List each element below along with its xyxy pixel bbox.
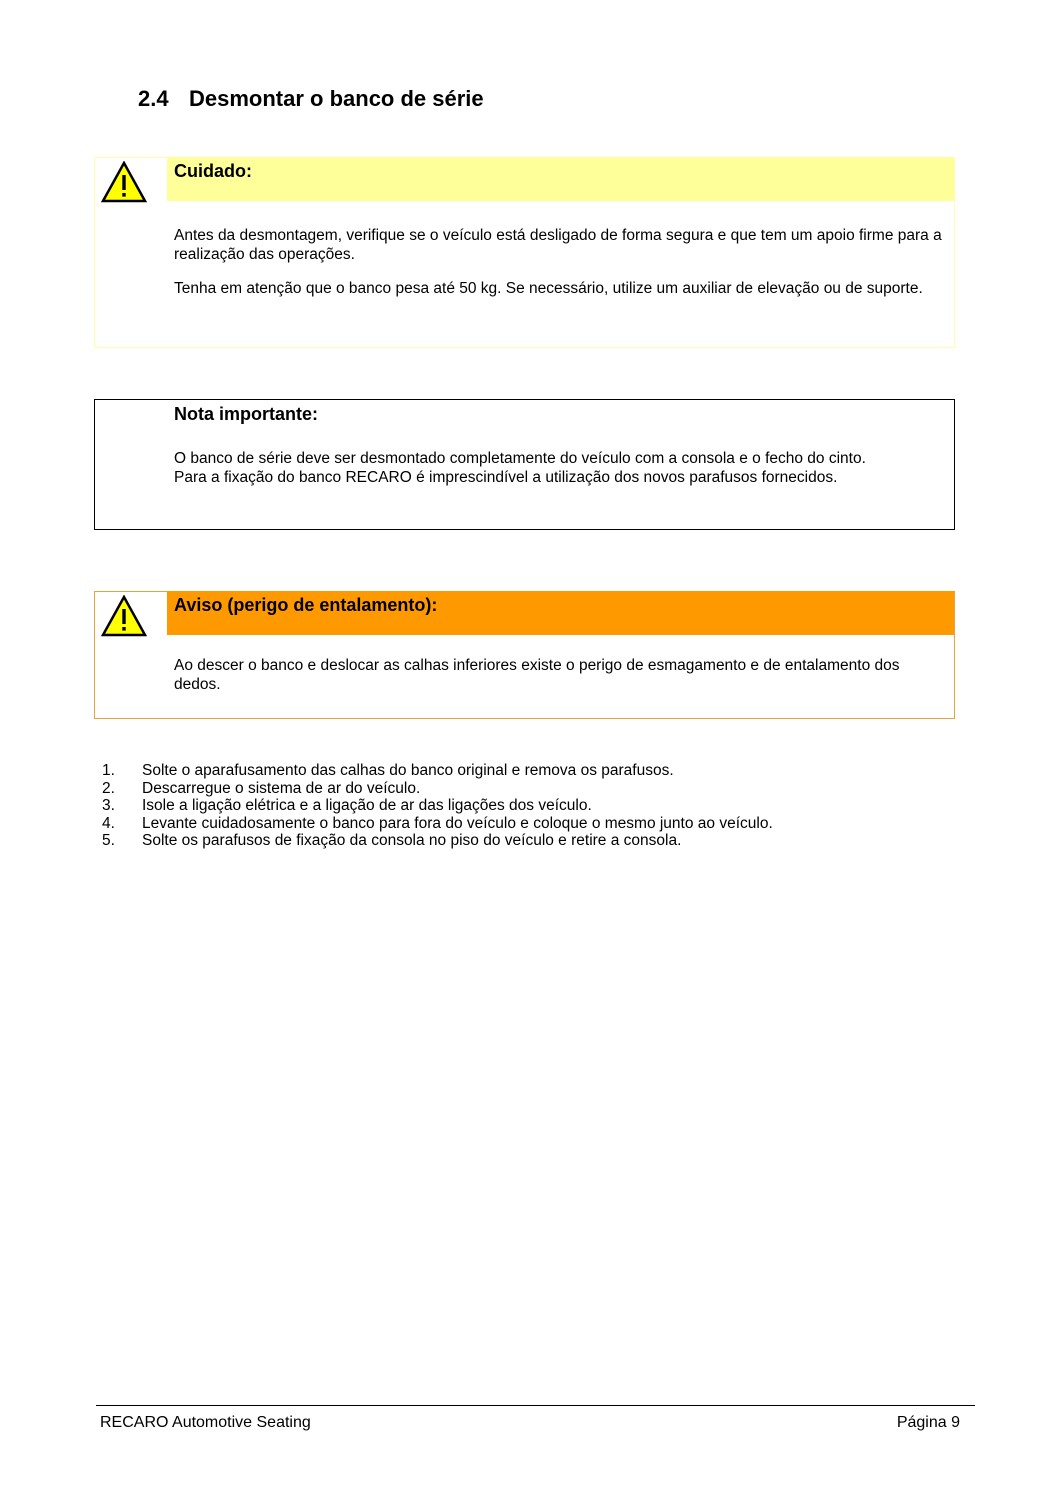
caution-paragraph: Tenha em atenção que o banco pesa até 50 kg. Se necessário, utilize um auxiliar de elevação ou de suporte. <box>174 280 923 297</box>
step-text: Solte os parafusos de fixação da consola no piso do veículo e retire a consola. <box>142 832 682 849</box>
page-number: Página 9 <box>896 1414 960 1431</box>
note-line: O banco de série deve ser desmontado completamente do veículo com a consola e o fecho do cinto. <box>174 450 866 467</box>
note-line: Para a fixação do banco RECARO é imprescindível a utilização dos novos parafusos fornecidos. <box>174 469 838 486</box>
footer-divider <box>96 1405 975 1406</box>
step-number: 2. <box>102 779 115 797</box>
caution-body <box>174 226 942 313</box>
important-note-box <box>94 399 955 530</box>
warning-triangle-icon <box>101 595 147 637</box>
step-number: 5. <box>102 832 115 849</box>
section-heading <box>138 86 484 112</box>
step-text: Descarregue o sistema de ar do veículo. <box>142 779 421 797</box>
caution-title: Cuidado: <box>167 157 954 201</box>
note-title: Nota importante: <box>174 404 318 424</box>
step-text: Levante cuidadosamente o banco para fora do veículo e coloque o mesmo junto ao veículo. <box>142 814 773 832</box>
list-item <box>102 815 773 833</box>
list-item <box>102 797 773 815</box>
caution-box <box>94 157 955 348</box>
section-number: 2.4 <box>138 86 169 111</box>
caution-paragraph: Antes da desmontagem, verifique se o veículo está desligado de forma segura e que tem um apoio firme para a realização das operações. <box>174 227 942 263</box>
step-number: 4. <box>102 814 115 832</box>
warning-body <box>174 656 942 709</box>
section-title: Desmontar o banco de série <box>189 86 484 111</box>
step-text: Solte o aparafusamento das calhas do banco original e remova os parafusos. <box>142 762 674 779</box>
warning-triangle-icon <box>101 161 147 203</box>
warning-box <box>94 591 955 719</box>
steps-list <box>102 762 773 850</box>
note-body <box>174 449 942 487</box>
list-item <box>102 762 773 780</box>
list-item <box>102 780 773 798</box>
list-item <box>102 832 773 850</box>
step-number: 3. <box>102 797 115 814</box>
warning-paragraph: Ao descer o banco e deslocar as calhas inferiores existe o perigo de esmagamento e de entalamento dos dedos. <box>174 657 900 693</box>
step-number: 1. <box>102 762 115 779</box>
step-text: Isole a ligação elétrica e a ligação de ar das ligações dos veículo. <box>142 797 592 814</box>
footer-company: RECARO Automotive Seating <box>100 1414 311 1431</box>
warning-title: Aviso (perigo de entalamento): <box>167 591 954 635</box>
